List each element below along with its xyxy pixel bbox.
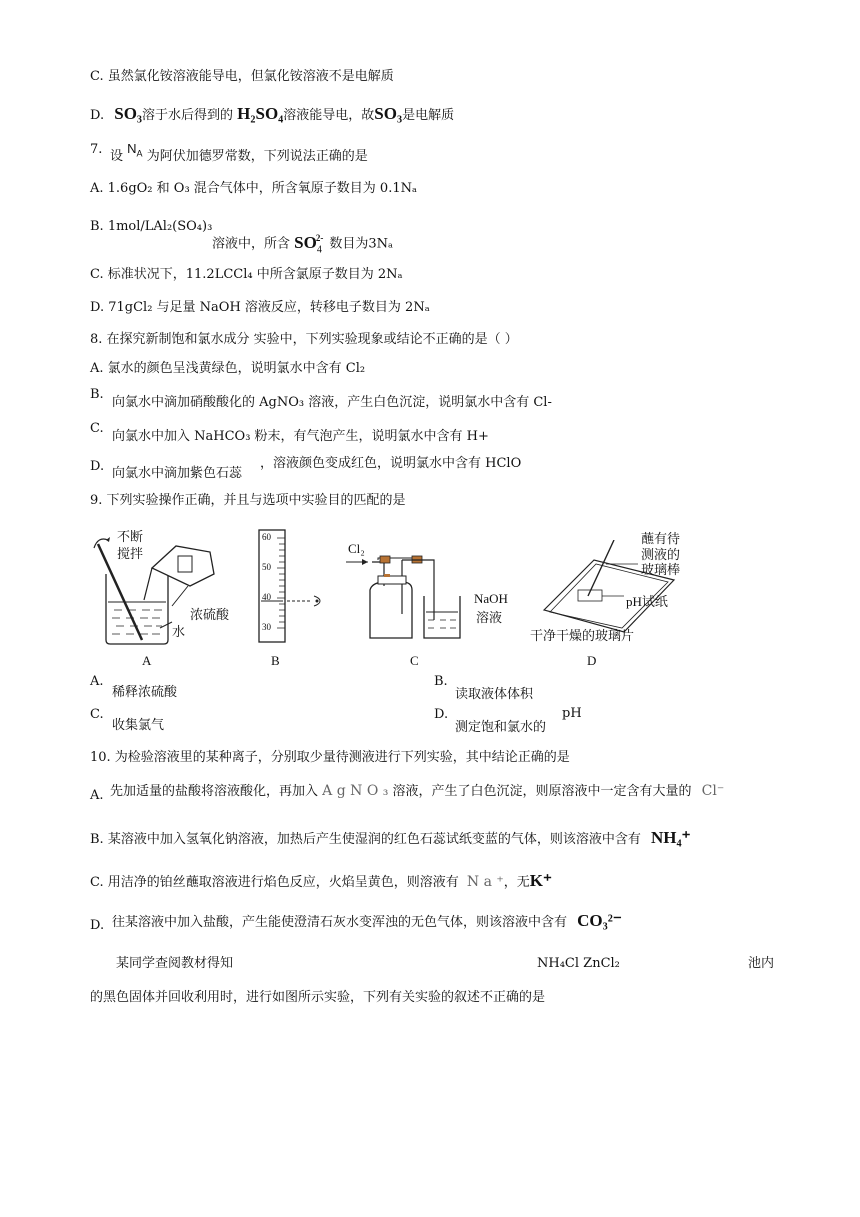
q7-option-b xyxy=(212,229,393,259)
q8-option-d-b: ，溶液颜色变成红色，说明氯水中含有 HClO xyxy=(260,456,522,471)
figure-b-label: B xyxy=(271,653,280,668)
q6-option-d xyxy=(90,105,454,125)
figure-a-text-1: 不断 xyxy=(117,529,144,544)
q9-option-c: 收集氯气 xyxy=(112,718,165,733)
text: 往某溶液中加入盐酸，产生能使澄清石灰水变浑浊的无色气体，则该溶液中含有 xyxy=(112,915,568,930)
q9-option-a: 稀释浓硫酸 xyxy=(112,685,178,700)
figure-a-text-2: 搅拌 xyxy=(117,546,144,561)
formula-so4: $SO_4^{2-}$ xyxy=(294,232,324,256)
text: 溶液中，所含 xyxy=(212,236,291,252)
figure-d-text-2: 测液的 xyxy=(641,547,681,562)
q10-stem: 10. 为检验溶液里的某种离子，分别取少量待测液进行下列实验，其中结论正确的是 xyxy=(90,750,570,765)
formula-nh4: NH₄⁺ xyxy=(650,828,691,847)
tick-40: 40 xyxy=(262,592,271,602)
figure-c-solution-2: 溶液 xyxy=(476,610,503,625)
figure-d-text-5: 干净干燥的玻璃片 xyxy=(530,628,635,643)
formula-cl-ion: Cl⁻ xyxy=(701,783,725,799)
text: 溶于水后得到的 xyxy=(142,108,234,123)
figure-c-solution-1: NaOH xyxy=(474,591,508,606)
q11-stem-c: 池内 xyxy=(748,956,775,971)
q8-stem: 8. 在探究新制饱和氯水成分 实验中，下列实验现象或结论不正确的是（ ） xyxy=(90,332,518,347)
formula-k-ion: K⁺ xyxy=(529,871,552,890)
tick-50: 50 xyxy=(262,562,271,572)
q7-number: 7. xyxy=(90,142,103,157)
q7-option-a: A. 1.6gO₂ 和 O₃ 混合气体中，所含氧原子数目为 0.1Nₐ xyxy=(90,181,417,196)
q10-option-a-label: A. xyxy=(90,788,104,803)
q9-option-d-ph: pH xyxy=(562,706,582,721)
q8-option-a: A. 氯水的颜色呈浅黄绿色，说明氯水中含有 Cl₂ xyxy=(90,361,366,376)
text: C. 用洁净的铂丝蘸取溶液进行焰色反应，火焰呈黄色，则溶液有 xyxy=(90,875,459,890)
q8-option-b: 向氯水中滴加硝酸酸化的 AgNO₃ 溶液，产生白色沉淀，说明氯水中含有 Cl- xyxy=(112,395,552,410)
figure-d-label: D xyxy=(587,653,597,668)
figure-d-text-4: pH试纸 xyxy=(626,594,668,609)
text: B. 某溶液中加入氢氧化钠溶液，加热后产生使湿润的红色石蕊试纸变蓝的气体，则该溶液中含有 xyxy=(90,832,641,847)
text: 溶液，产生了白色沉淀，则原溶液中一定含有大量的 xyxy=(392,784,692,799)
q7-stem xyxy=(110,141,368,170)
figure-c-label: C xyxy=(410,653,419,668)
figure-a-text-4: 水 xyxy=(172,624,186,639)
figure-d-text-1: 蘸有待 xyxy=(641,531,681,546)
formula-so3: SO₃ xyxy=(374,104,403,123)
q7-option-d: D. 71gCl₂ 与足量 NaOH 溶液反应，转移电子数目为 2Nₐ xyxy=(90,300,430,315)
q8-option-c-label: C. xyxy=(90,421,104,436)
q8-option-d-a: 向氯水中滴加紫色石蕊 xyxy=(112,466,243,481)
q9-option-a-label: A. xyxy=(90,674,104,689)
q8-option-c: 向氯水中加入 NaHCO₃ 粉末，有气泡产生，说明氯水中含有 H+ xyxy=(112,429,489,444)
formula-co3: CO₃²⁻ xyxy=(577,911,622,930)
q9-option-b: 读取液体体积 xyxy=(455,687,534,702)
q9-option-c-label: C. xyxy=(90,707,104,722)
q10-option-b xyxy=(90,829,691,849)
text: ，无 xyxy=(503,875,530,890)
option-label: D. xyxy=(90,108,105,123)
text: 是电解质 xyxy=(402,108,455,123)
tick-30: 30 xyxy=(262,622,271,632)
formula-na: $N_A$ xyxy=(127,141,143,159)
figure-d-text-3: 玻璃棒 xyxy=(641,562,681,577)
q11-stem-a: 某同学查阅教材得知 xyxy=(116,956,234,971)
q9-option-d: 测定饱和氯水的 xyxy=(455,720,547,735)
q9-option-d-label: D. xyxy=(434,707,449,722)
formula-so3: SO₃ xyxy=(114,104,143,123)
q8-option-d-label: D. xyxy=(90,459,105,474)
q7-option-c: C. 标准状况下，11.2LCCl₄ 中所含氯原子数目为 2Nₐ xyxy=(90,267,403,282)
formula-agno3: A g N O ₃ xyxy=(322,783,389,799)
figure-a-label: A xyxy=(142,653,152,668)
formula-h2so4: H₂SO₄ xyxy=(237,104,284,123)
text: 先加适量的盐酸将溶液酸化，再加入 xyxy=(110,784,319,799)
q6-option-c: C. 虽然氯化铵溶液能导电，但氯化铵溶液不是电解质 xyxy=(90,69,394,84)
figure-c-gas: Cl₂ xyxy=(348,541,365,556)
text: 为阿伏加德罗常数，下列说法正确的是 xyxy=(146,149,368,164)
q10-option-c xyxy=(90,872,552,892)
q9-stem: 9. 下列实验操作正确，并且与选项中实验目的匹配的是 xyxy=(90,493,406,508)
q8-option-b-label: B. xyxy=(90,387,104,402)
q10-option-d xyxy=(112,912,622,932)
q11-stem-d: 的黑色固体并回收利用时，进行如图所示实验，下列有关实验的叙述不正确的是 xyxy=(90,990,546,1005)
q11-stem-b: NH₄Cl ZnCl₂ xyxy=(537,956,620,971)
q10-option-d-label: D. xyxy=(90,918,105,933)
q10-option-a xyxy=(110,782,724,801)
q7-option-b-label: B. 1mol/LAl₂(SO₄)₃ xyxy=(90,219,213,234)
text: 设 xyxy=(110,149,124,164)
figure-a-text-3: 浓硫酸 xyxy=(190,607,230,622)
text: 数目为3Nₐ xyxy=(329,236,394,252)
text: 溶液能导电，故 xyxy=(283,108,375,123)
formula-na-ion: N a ⁺ xyxy=(466,874,504,890)
tick-60: 60 xyxy=(262,532,271,542)
q9-option-b-label: B. xyxy=(434,674,448,689)
